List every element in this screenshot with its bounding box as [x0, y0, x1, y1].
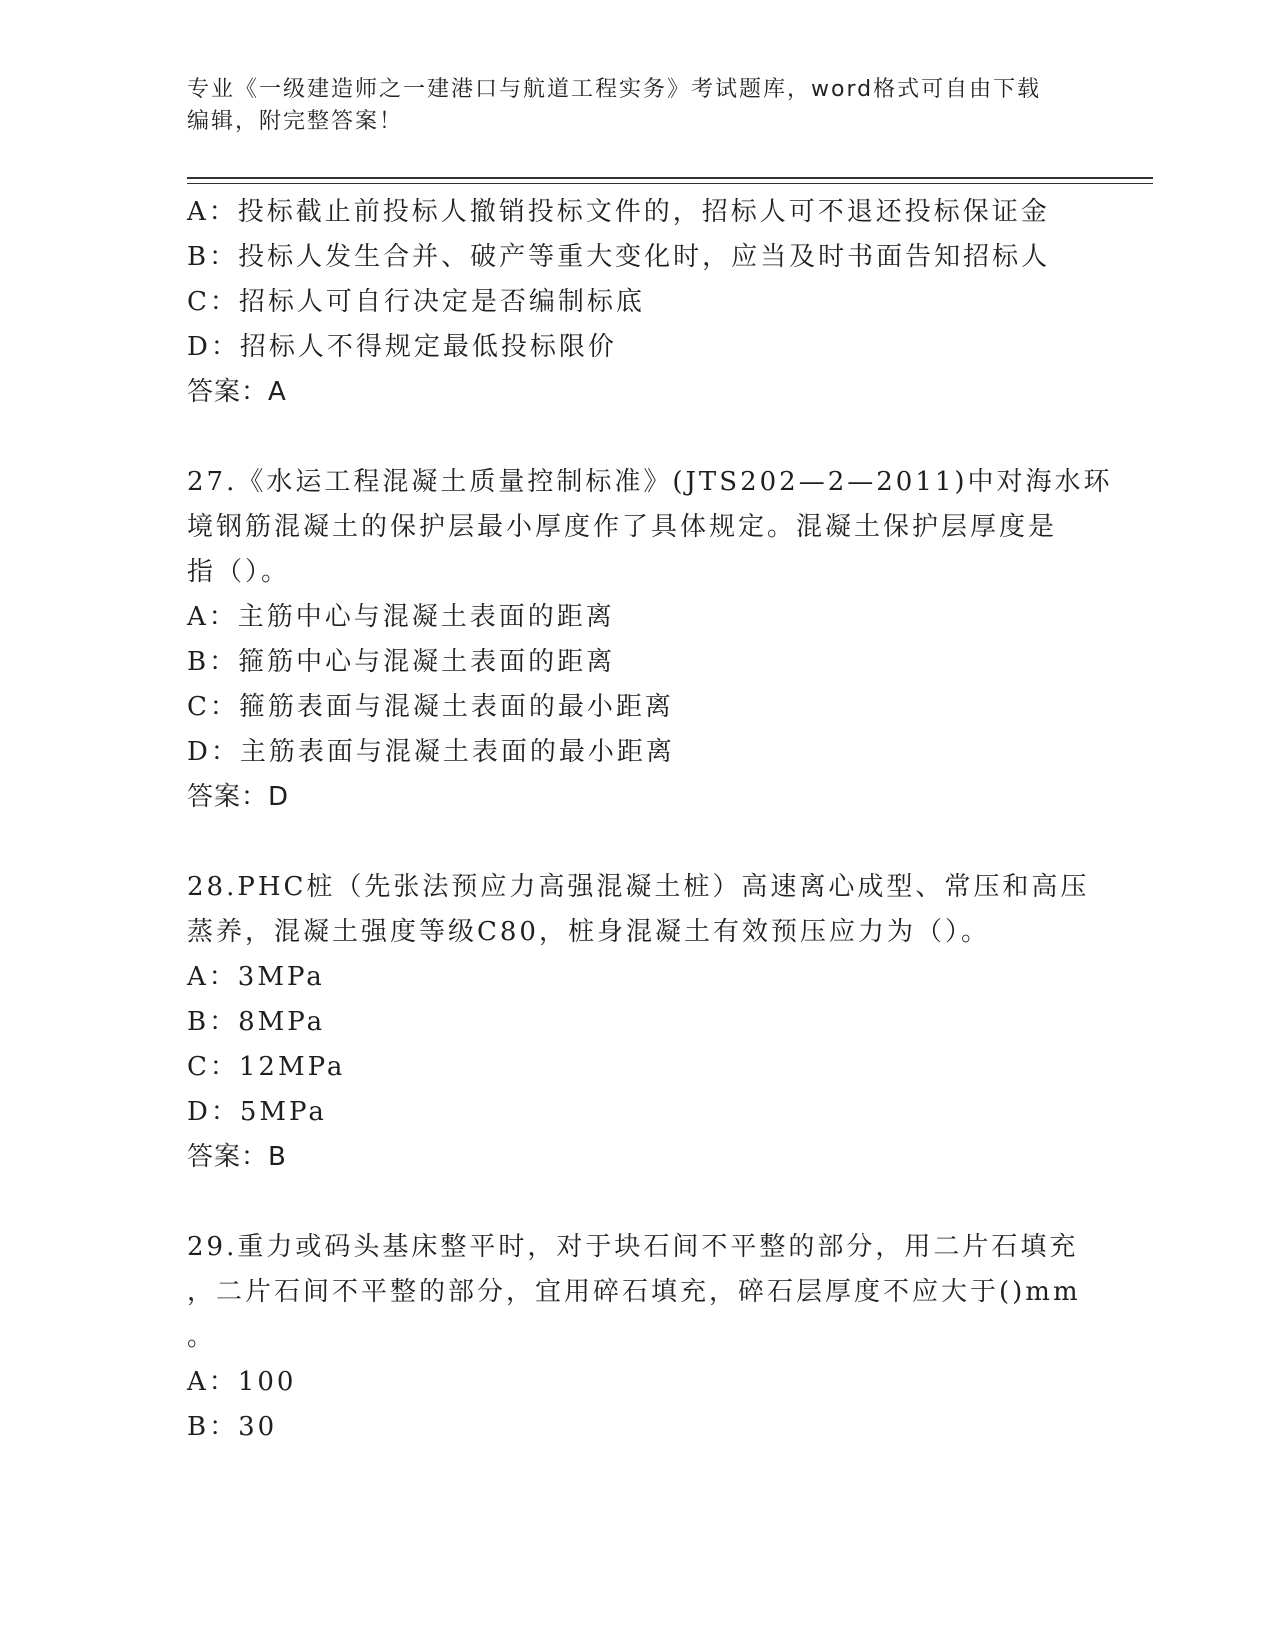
question-28 — [187, 865, 1090, 1180]
question-stem: 指（）。 — [187, 557, 291, 587]
question-stem: 29.重力或码头基床整平时，对于块石间不平整的部分，用二片石填充 — [187, 1232, 1079, 1262]
question-stem: 。 — [187, 1322, 217, 1352]
option-c: C：箍筋表面与混凝土表面的最小距离 — [187, 692, 674, 722]
option-d: D：招标人不得规定最低投标限价 — [187, 332, 617, 362]
option-c: C：招标人可自行决定是否编制标底 — [187, 287, 645, 317]
option-b: B：30 — [187, 1412, 278, 1442]
document-header — [187, 74, 1067, 138]
question-stem: 境钢筋混凝土的保护层最小厚度作了具体规定。混凝土保护层厚度是 — [187, 512, 1058, 542]
option-d: D：5MPa — [187, 1097, 327, 1127]
question-stem: 27.《水运工程混凝土质量控制标准》(JTS202—2—2011)中对海水环 — [187, 467, 1113, 497]
header-rule-thin — [187, 183, 1153, 184]
question-stem: ，二片石间不平整的部分，宜用碎石填充，碎石层厚度不应大于()mm — [187, 1277, 1081, 1307]
spacer — [187, 820, 1087, 865]
option-a: A：投标截止前投标人撤销投标文件的，招标人可不退还投标保证金 — [187, 197, 1050, 227]
answer: 答案：D — [187, 782, 290, 812]
question-26 — [187, 190, 1087, 415]
option-a: A：100 — [187, 1367, 297, 1397]
question-29 — [187, 1225, 1087, 1450]
answer: 答案：A — [187, 377, 287, 407]
question-27 — [187, 460, 1113, 820]
option-b: B：箍筋中心与混凝土表面的距离 — [187, 647, 616, 677]
question-stem: 蒸养，混凝土强度等级C80，桩身混凝土有效预压应力为（）。 — [187, 917, 990, 947]
answer: 答案：B — [187, 1142, 287, 1172]
option-a: A：主筋中心与混凝土表面的距离 — [187, 602, 615, 632]
header-line-1: 专业《一级建造师之一建港口与航道工程实务》考试题库，word格式可自由下载 — [187, 77, 1042, 102]
option-d: D：主筋表面与混凝土表面的最小距离 — [187, 737, 675, 767]
spacer — [187, 415, 1087, 460]
header-rule-thick — [187, 177, 1153, 179]
header-line-2: 编辑，附完整答案！ — [187, 109, 404, 134]
question-stem: 28.PHC桩（先张法预应力高强混凝土桩）高速离心成型、常压和高压 — [187, 872, 1090, 902]
question-list — [187, 190, 1113, 1450]
spacer — [187, 1180, 1087, 1225]
option-b: B：8MPa — [187, 1007, 326, 1037]
option-b: B：投标人发生合并、破产等重大变化时，应当及时书面告知招标人 — [187, 242, 1051, 272]
option-a: A：3MPa — [187, 962, 325, 992]
option-c: C：12MPa — [187, 1052, 346, 1082]
